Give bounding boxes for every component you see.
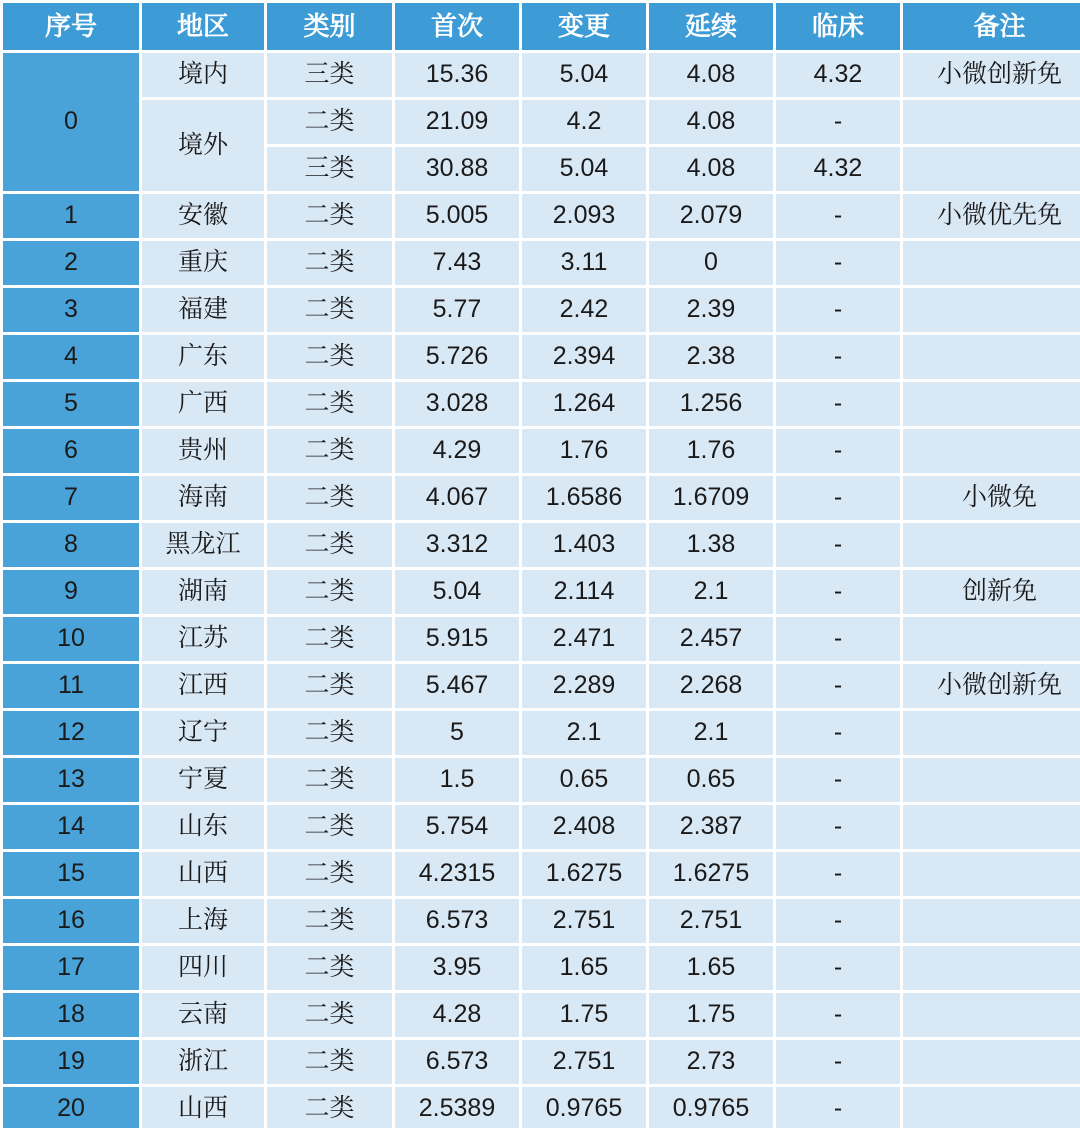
- clinical-fee-cell: -: [776, 899, 900, 943]
- note-cell: [903, 147, 1080, 191]
- type-cell: 三类: [267, 53, 392, 97]
- table-row: [3, 429, 1080, 473]
- table-row: [3, 758, 1080, 802]
- first-fee-cell: 30.88: [395, 147, 519, 191]
- change-fee-cell: 1.6586: [522, 476, 646, 520]
- renew-fee-cell: 2.079: [649, 194, 773, 238]
- first-fee-cell: 15.36: [395, 53, 519, 97]
- region-cell: 四川: [142, 946, 264, 990]
- note-cell: [903, 100, 1080, 144]
- clinical-fee-cell: -: [776, 1087, 900, 1128]
- type-cell: 二类: [267, 711, 392, 755]
- first-fee-cell: 5.04: [395, 570, 519, 614]
- type-cell: 二类: [267, 805, 392, 849]
- table-row: [3, 382, 1080, 426]
- note-cell: [903, 335, 1080, 379]
- clinical-fee-cell: -: [776, 100, 900, 144]
- clinical-fee-cell: -: [776, 711, 900, 755]
- first-fee-cell: 2.5389: [395, 1087, 519, 1128]
- clinical-fee-cell: -: [776, 946, 900, 990]
- first-fee-cell: 6.573: [395, 1040, 519, 1084]
- table-row: [3, 617, 1080, 661]
- change-fee-cell: 4.2: [522, 100, 646, 144]
- row-index-cell: 14: [3, 805, 139, 849]
- first-fee-cell: 21.09: [395, 100, 519, 144]
- change-fee-cell: 2.408: [522, 805, 646, 849]
- type-cell: 三类: [267, 147, 392, 191]
- region-cell: 福建: [142, 288, 264, 332]
- note-cell: 小微创新免: [903, 53, 1080, 97]
- column-header-note: 备注: [903, 3, 1080, 50]
- note-cell: 小微创新免: [903, 664, 1080, 708]
- region-cell: 江西: [142, 664, 264, 708]
- table-row: [3, 852, 1080, 896]
- first-fee-cell: 4.28: [395, 993, 519, 1037]
- column-header-change: 变更: [522, 3, 646, 50]
- row-index-cell: 11: [3, 664, 139, 708]
- region-cell: 安徽: [142, 194, 264, 238]
- table-row: [3, 805, 1080, 849]
- table-header: [3, 3, 1080, 50]
- clinical-fee-cell: -: [776, 241, 900, 285]
- region-cell: 贵州: [142, 429, 264, 473]
- table-row: [3, 523, 1080, 567]
- table-row: [3, 194, 1080, 238]
- row-index-cell: 10: [3, 617, 139, 661]
- change-fee-cell: 1.403: [522, 523, 646, 567]
- first-fee-cell: 4.2315: [395, 852, 519, 896]
- table-row: [3, 711, 1080, 755]
- region-cell: 浙江: [142, 1040, 264, 1084]
- note-cell: [903, 852, 1080, 896]
- renew-fee-cell: 2.751: [649, 899, 773, 943]
- note-cell: [903, 1040, 1080, 1084]
- type-cell: 二类: [267, 429, 392, 473]
- type-cell: 二类: [267, 288, 392, 332]
- first-fee-cell: 5.754: [395, 805, 519, 849]
- note-cell: 小微优先免: [903, 194, 1080, 238]
- row-index-cell: 16: [3, 899, 139, 943]
- clinical-fee-cell: -: [776, 335, 900, 379]
- renew-fee-cell: 1.76: [649, 429, 773, 473]
- column-header-region: 地区: [142, 3, 264, 50]
- type-cell: 二类: [267, 993, 392, 1037]
- change-fee-cell: 1.264: [522, 382, 646, 426]
- renew-fee-cell: 2.73: [649, 1040, 773, 1084]
- change-fee-cell: 2.114: [522, 570, 646, 614]
- table-row: [3, 899, 1080, 943]
- table-row: [3, 1087, 1080, 1128]
- change-fee-cell: 1.65: [522, 946, 646, 990]
- region-cell: 广西: [142, 382, 264, 426]
- clinical-fee-cell: -: [776, 429, 900, 473]
- region-cell: 江苏: [142, 617, 264, 661]
- table-row: [3, 241, 1080, 285]
- clinical-fee-cell: -: [776, 664, 900, 708]
- first-fee-cell: 3.028: [395, 382, 519, 426]
- table-row: [3, 1040, 1080, 1084]
- clinical-fee-cell: -: [776, 1040, 900, 1084]
- type-cell: 二类: [267, 946, 392, 990]
- type-cell: 二类: [267, 241, 392, 285]
- first-fee-cell: 5.915: [395, 617, 519, 661]
- type-cell: 二类: [267, 664, 392, 708]
- row-index-cell: 0: [3, 53, 139, 191]
- clinical-fee-cell: -: [776, 194, 900, 238]
- note-cell: [903, 617, 1080, 661]
- note-cell: [903, 899, 1080, 943]
- region-cell: 境外: [142, 100, 264, 191]
- change-fee-cell: 2.394: [522, 335, 646, 379]
- first-fee-cell: 5.726: [395, 335, 519, 379]
- type-cell: 二类: [267, 476, 392, 520]
- renew-fee-cell: 1.65: [649, 946, 773, 990]
- row-index-cell: 18: [3, 993, 139, 1037]
- change-fee-cell: 0.65: [522, 758, 646, 802]
- region-cell: 上海: [142, 899, 264, 943]
- type-cell: 二类: [267, 1040, 392, 1084]
- type-cell: 二类: [267, 382, 392, 426]
- renew-fee-cell: 0.65: [649, 758, 773, 802]
- note-cell: [903, 711, 1080, 755]
- clinical-fee-cell: -: [776, 382, 900, 426]
- row-index-cell: 9: [3, 570, 139, 614]
- type-cell: 二类: [267, 335, 392, 379]
- type-cell: 二类: [267, 570, 392, 614]
- first-fee-cell: 5.467: [395, 664, 519, 708]
- note-cell: [903, 288, 1080, 332]
- clinical-fee-cell: -: [776, 476, 900, 520]
- change-fee-cell: 5.04: [522, 147, 646, 191]
- renew-fee-cell: 2.1: [649, 711, 773, 755]
- type-cell: 二类: [267, 758, 392, 802]
- renew-fee-cell: 2.39: [649, 288, 773, 332]
- note-cell: [903, 523, 1080, 567]
- region-cell: 境内: [142, 53, 264, 97]
- region-cell: 山西: [142, 852, 264, 896]
- row-index-cell: 20: [3, 1087, 139, 1128]
- renew-fee-cell: 2.38: [649, 335, 773, 379]
- renew-fee-cell: 2.387: [649, 805, 773, 849]
- first-fee-cell: 6.573: [395, 899, 519, 943]
- change-fee-cell: 2.751: [522, 899, 646, 943]
- column-header-type: 类别: [267, 3, 392, 50]
- region-cell: 宁夏: [142, 758, 264, 802]
- region-cell: 海南: [142, 476, 264, 520]
- clinical-fee-cell: -: [776, 570, 900, 614]
- row-index-cell: 19: [3, 1040, 139, 1084]
- column-header-first: 首次: [395, 3, 519, 50]
- renew-fee-cell: 4.08: [649, 100, 773, 144]
- table-row: [3, 946, 1080, 990]
- change-fee-cell: 5.04: [522, 53, 646, 97]
- first-fee-cell: 4.29: [395, 429, 519, 473]
- note-cell: 创新免: [903, 570, 1080, 614]
- first-fee-cell: 5.005: [395, 194, 519, 238]
- type-cell: 二类: [267, 617, 392, 661]
- change-fee-cell: 2.289: [522, 664, 646, 708]
- row-index-cell: 2: [3, 241, 139, 285]
- change-fee-cell: 2.751: [522, 1040, 646, 1084]
- type-cell: 二类: [267, 852, 392, 896]
- table-row: [3, 53, 1080, 97]
- type-cell: 二类: [267, 523, 392, 567]
- first-fee-cell: 4.067: [395, 476, 519, 520]
- note-cell: [903, 758, 1080, 802]
- region-cell: 黑龙江: [142, 523, 264, 567]
- first-fee-cell: 3.312: [395, 523, 519, 567]
- change-fee-cell: 2.1: [522, 711, 646, 755]
- clinical-fee-cell: -: [776, 617, 900, 661]
- table-row: [3, 288, 1080, 332]
- row-index-cell: 12: [3, 711, 139, 755]
- renew-fee-cell: 1.75: [649, 993, 773, 1037]
- clinical-fee-cell: -: [776, 523, 900, 567]
- clinical-fee-cell: -: [776, 993, 900, 1037]
- table-row: [3, 100, 1080, 144]
- table-row: [3, 335, 1080, 379]
- note-cell: [903, 382, 1080, 426]
- column-header-renew: 延续: [649, 3, 773, 50]
- region-cell: 辽宁: [142, 711, 264, 755]
- note-cell: [903, 241, 1080, 285]
- renew-fee-cell: 4.08: [649, 147, 773, 191]
- renew-fee-cell: 2.1: [649, 570, 773, 614]
- change-fee-cell: 0.9765: [522, 1087, 646, 1128]
- first-fee-cell: 5: [395, 711, 519, 755]
- clinical-fee-cell: -: [776, 805, 900, 849]
- row-index-cell: 7: [3, 476, 139, 520]
- region-cell: 重庆: [142, 241, 264, 285]
- row-index-cell: 4: [3, 335, 139, 379]
- first-fee-cell: 7.43: [395, 241, 519, 285]
- note-cell: [903, 429, 1080, 473]
- row-index-cell: 1: [3, 194, 139, 238]
- change-fee-cell: 3.11: [522, 241, 646, 285]
- type-cell: 二类: [267, 100, 392, 144]
- region-cell: 湖南: [142, 570, 264, 614]
- type-cell: 二类: [267, 194, 392, 238]
- first-fee-cell: 3.95: [395, 946, 519, 990]
- first-fee-cell: 1.5: [395, 758, 519, 802]
- region-cell: 山西: [142, 1087, 264, 1128]
- renew-fee-cell: 4.08: [649, 53, 773, 97]
- renew-fee-cell: 1.256: [649, 382, 773, 426]
- renew-fee-cell: 1.38: [649, 523, 773, 567]
- note-cell: 小微免: [903, 476, 1080, 520]
- change-fee-cell: 1.6275: [522, 852, 646, 896]
- clinical-fee-cell: 4.32: [776, 147, 900, 191]
- row-index-cell: 17: [3, 946, 139, 990]
- table-row: [3, 664, 1080, 708]
- renew-fee-cell: 1.6709: [649, 476, 773, 520]
- type-cell: 二类: [267, 899, 392, 943]
- clinical-fee-cell: -: [776, 758, 900, 802]
- row-index-cell: 13: [3, 758, 139, 802]
- change-fee-cell: 1.76: [522, 429, 646, 473]
- renew-fee-cell: 2.268: [649, 664, 773, 708]
- change-fee-cell: 2.42: [522, 288, 646, 332]
- region-cell: 广东: [142, 335, 264, 379]
- note-cell: [903, 805, 1080, 849]
- type-cell: 二类: [267, 1087, 392, 1128]
- renew-fee-cell: 1.6275: [649, 852, 773, 896]
- renew-fee-cell: 0.9765: [649, 1087, 773, 1128]
- header-row: [3, 3, 1080, 50]
- column-header-clinical: 临床: [776, 3, 900, 50]
- table-row: [3, 570, 1080, 614]
- change-fee-cell: 2.093: [522, 194, 646, 238]
- note-cell: [903, 946, 1080, 990]
- row-index-cell: 6: [3, 429, 139, 473]
- table-row: [3, 993, 1080, 1037]
- region-cell: 山东: [142, 805, 264, 849]
- row-index-cell: 3: [3, 288, 139, 332]
- change-fee-cell: 2.471: [522, 617, 646, 661]
- row-index-cell: 8: [3, 523, 139, 567]
- clinical-fee-cell: -: [776, 288, 900, 332]
- row-index-cell: 5: [3, 382, 139, 426]
- region-cell: 云南: [142, 993, 264, 1037]
- table-row: [3, 476, 1080, 520]
- row-index-cell: 15: [3, 852, 139, 896]
- note-cell: [903, 993, 1080, 1037]
- renew-fee-cell: 2.457: [649, 617, 773, 661]
- renew-fee-cell: 0: [649, 241, 773, 285]
- first-fee-cell: 5.77: [395, 288, 519, 332]
- table-body: [3, 53, 1080, 1128]
- column-header-index: 序号: [3, 3, 139, 50]
- clinical-fee-cell: 4.32: [776, 53, 900, 97]
- change-fee-cell: 1.75: [522, 993, 646, 1037]
- note-cell: [903, 1087, 1080, 1128]
- clinical-fee-cell: -: [776, 852, 900, 896]
